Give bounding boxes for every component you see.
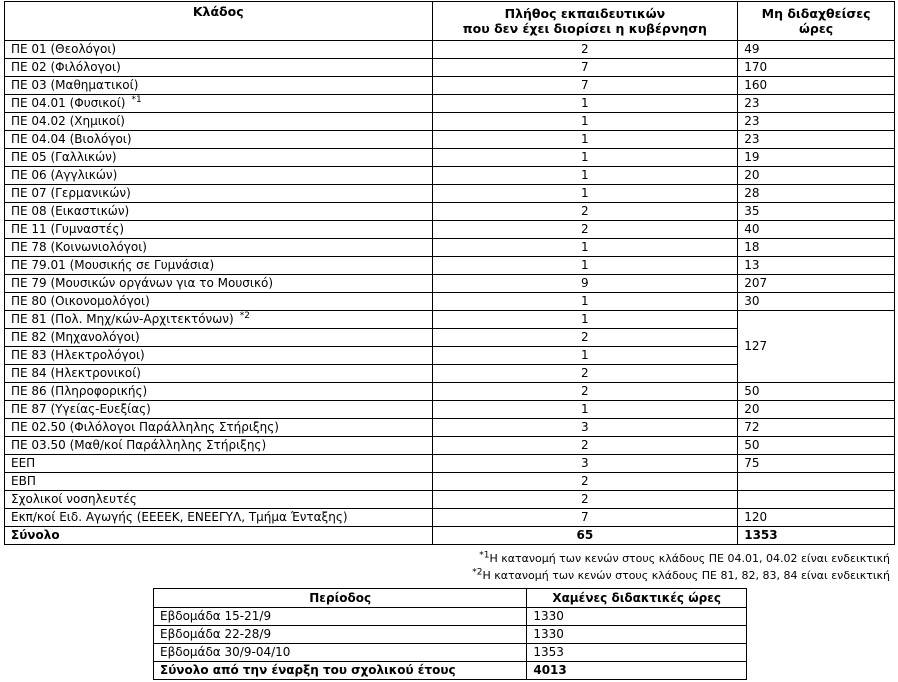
hours-cell: 207 [738,275,895,293]
total-lost-hours: 4013 [527,662,747,680]
branch-cell: ΠΕ 79.01 (Μουσικής σε Γυμνάσια) [5,257,433,275]
hours-cell: 50 [738,383,895,401]
table-row [5,311,895,329]
footnote-2: $^{*2}$Η κατανομή των κενών στους κλάδους ΠΕ 81, 82, 83, 84 είναι ενδεικτική [472,567,890,582]
branch-cell: ΠΕ 05 (Γαλλικών) [5,149,433,167]
hours-cell: 20 [738,167,895,185]
branch-cell: ΠΕ 78 (Κοινωνιολόγοι) [5,239,433,257]
count-cell: 1 [432,185,738,203]
hours-cell: 23 [738,113,895,131]
header-branch: Κλάδος [5,2,433,41]
branch-cell: ΠΕ 08 (Εικαστικών) [5,203,433,221]
count-cell: 7 [432,59,738,77]
hours-cell: 18 [738,239,895,257]
count-cell: 1 [432,347,738,365]
count-cell: 1 [432,401,738,419]
branch-cell: ΠΕ 81 (Πολ. Μηχ/κών-Αρχιτεκτόνων) $^{*2}$ [5,311,433,329]
table-row [5,239,895,257]
table-row [5,491,895,509]
lost-hours-cell: 1330 [527,608,747,626]
table-row [5,419,895,437]
branch-cell: ΠΕ 07 (Γερμανικών) [5,185,433,203]
branch-cell: Εκπ/κοί Ειδ. Αγωγής (ΕΕΕΕΚ, ΕΝΕΕΓΥΛ, Τμήμα Ένταξης) [5,509,433,527]
table-row [154,644,747,662]
count-cell: 1 [432,257,738,275]
count-cell: 2 [432,383,738,401]
count-cell: 3 [432,455,738,473]
hours-cell: 127 [738,311,895,383]
branch-cell: ΕΒΠ [5,473,433,491]
hours-cell: 28 [738,185,895,203]
count-cell: 1 [432,113,738,131]
count-cell: 2 [432,365,738,383]
table-row [5,203,895,221]
branch-cell: ΠΕ 79 (Μουσικών οργάνων για το Μουσικό) [5,275,433,293]
table-row [5,59,895,77]
table-row [5,95,895,113]
branch-cell: ΠΕ 80 (Οικονομολόγοι) [5,293,433,311]
count-cell: 2 [432,329,738,347]
table-row [5,509,895,527]
table-header-row [154,589,747,608]
branch-cell: ΠΕ 03 (Μαθηματικοί) [5,77,433,95]
hours-cell: 20 [738,401,895,419]
hours-cell: 49 [738,41,895,59]
lost-hours-table [153,588,747,680]
count-cell: 1 [432,149,738,167]
hours-cell: 72 [738,419,895,437]
table-row [5,113,895,131]
table-row [5,221,895,239]
count-cell: 1 [432,95,738,113]
header-lost-hours: Χαμένες διδακτικές ώρες [527,589,747,608]
branch-cell: ΠΕ 11 (Γυμναστές) [5,221,433,239]
table-row [5,293,895,311]
branch-cell: ΠΕ 86 (Πληροφορικής) [5,383,433,401]
branch-cell: ΠΕ 06 (Αγγλικών) [5,167,433,185]
branch-cell: ΠΕ 02 (Φιλόλογοι) [5,59,433,77]
branch-cell: Σχολικοί νοσηλευτές [5,491,433,509]
branch-cell: ΕΕΠ [5,455,433,473]
hours-cell: 23 [738,131,895,149]
footnotes [472,550,890,584]
table-row [5,185,895,203]
count-cell: 1 [432,311,738,329]
lost-hours-cell: 1353 [527,644,747,662]
period-cell: Εβδομάδα 22-28/9 [154,626,527,644]
branch-cell: ΠΕ 83 (Ηλεκτρολόγοι) [5,347,433,365]
count-cell: 1 [432,131,738,149]
lost-hours-cell: 1330 [527,626,747,644]
count-cell: 2 [432,491,738,509]
table-row [5,149,895,167]
footnote-marker: *1 [131,95,142,105]
total-row [5,527,895,545]
period-cell: Εβδομάδα 15-21/9 [154,608,527,626]
period-cell: Εβδομάδα 30/9-04/10 [154,644,527,662]
count-cell: 2 [432,473,738,491]
branch-cell: ΠΕ 84 (Ηλεκτρονικοί) [5,365,433,383]
table-row [5,257,895,275]
table-row [5,473,895,491]
hours-cell [738,491,895,509]
branch-cell: ΠΕ 01 (Θεολόγοι) [5,41,433,59]
hours-cell: 75 [738,455,895,473]
count-cell: 3 [432,419,738,437]
branch-cell: ΠΕ 82 (Μηχανολόγοι) [5,329,433,347]
table-row [5,41,895,59]
branch-cell: ΠΕ 04.01 (Φυσικοί) $^{*1}$ [5,95,433,113]
total-count: 65 [432,527,738,545]
hours-cell [738,473,895,491]
count-cell: 1 [432,167,738,185]
hours-cell: 40 [738,221,895,239]
hours-cell: 160 [738,77,895,95]
count-cell: 2 [432,221,738,239]
table-row [5,275,895,293]
header-count: Πλήθος εκπαιδευτικών που δεν έχει διορίσει η κυβέρνηση [432,2,738,41]
hours-cell: 13 [738,257,895,275]
total-hours: 1353 [738,527,895,545]
header-period: Περίοδος [154,589,527,608]
total-label: Σύνολο [5,527,433,545]
hours-cell: 35 [738,203,895,221]
hours-cell: 120 [738,509,895,527]
branch-cell: ΠΕ 02.50 (Φιλόλογοι Παράλληλης Στήριξης) [5,419,433,437]
table-row [154,608,747,626]
count-cell: 1 [432,239,738,257]
header-hours: Μη διδαχθείσες ώρες [738,2,895,41]
table-row [5,437,895,455]
table-row [5,77,895,95]
branch-cell: ΠΕ 04.02 (Χημικοί) [5,113,433,131]
count-cell: 9 [432,275,738,293]
count-cell: 2 [432,41,738,59]
hours-cell: 19 [738,149,895,167]
count-cell: 7 [432,77,738,95]
hours-cell: 50 [738,437,895,455]
branch-cell: ΠΕ 04.04 (Βιολόγοι) [5,131,433,149]
footnote-marker: *2 [239,311,250,321]
table-header-row [5,2,895,41]
table-row [5,383,895,401]
count-cell: 2 [432,203,738,221]
hours-cell: 23 [738,95,895,113]
count-cell: 2 [432,437,738,455]
count-cell: 7 [432,509,738,527]
hours-cell: 170 [738,59,895,77]
hours-cell: 30 [738,293,895,311]
footnote-1: $^{*1}$Η κατανομή των κενών στους κλάδους ΠΕ 04.01, 04.02 είναι ενδεικτική [479,550,890,565]
table-row [5,455,895,473]
branch-cell: ΠΕ 03.50 (Μαθ/κοί Παράλληλης Στήριξης) [5,437,433,455]
total-row [154,662,747,680]
table-row [5,167,895,185]
table-row [154,626,747,644]
teacher-shortage-table [4,1,895,545]
total-label: Σύνολο από την έναρξη του σχολικού έτους [154,662,527,680]
branch-cell: ΠΕ 87 (Υγείας-Ευεξίας) [5,401,433,419]
table-row [5,131,895,149]
count-cell: 1 [432,293,738,311]
table-row [5,401,895,419]
